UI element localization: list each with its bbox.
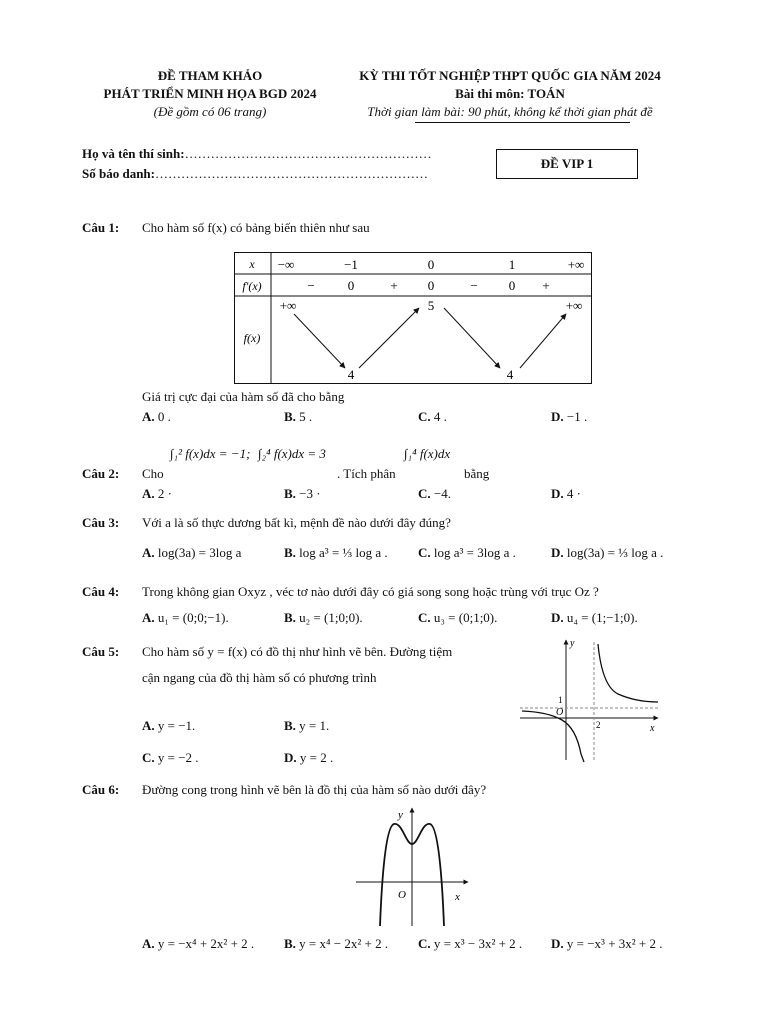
q5-graph — [518, 636, 664, 764]
header-left-1: ĐỀ THAM KHẢO — [157, 68, 263, 83]
q3-answer-a: A. log(3a) = 3log a — [142, 545, 242, 560]
bbt-arrow-3 — [444, 308, 500, 368]
q2-label: Câu 2: — [82, 466, 120, 481]
q4-answer-d: D. u₄ = (1;−1;0). — [551, 610, 638, 625]
student-id-dots: ……………………………………………………… — [154, 166, 428, 181]
q3-label: Câu 3: — [82, 515, 120, 530]
student-name-dots: ………………………………………………… — [184, 146, 432, 161]
q6-text: Đường cong trong hình vẽ bên là đồ thị của hàm số nào dưới đây? — [142, 782, 487, 797]
q1-answer-b: B. 5 . — [284, 409, 313, 424]
bbt-f-label: f(x) — [243, 331, 261, 345]
bbt-fp-0: − — [307, 278, 315, 293]
q5-label: Câu 5: — [82, 644, 120, 659]
student-name-row — [82, 146, 432, 162]
variation-table — [234, 252, 592, 384]
bbt-x-4: +∞ — [567, 257, 585, 272]
bbt-x-1: −1 — [344, 257, 358, 272]
bbt-fp-4: − — [470, 278, 478, 293]
q6-answer-b: B. y = x⁴ − 2x² + 2 . — [284, 936, 389, 951]
bbt-x-2: 0 — [427, 257, 435, 272]
q5-answer-c: C. y = −2 . — [142, 750, 199, 765]
q3-answer-c: C. log a³ = 3log a . — [418, 545, 516, 560]
q5-text-2: cận ngang của đồ thị hàm số có phương trình — [142, 670, 377, 685]
q5-tick-1: 1 — [558, 695, 563, 705]
bbt-fp-1: 0 — [347, 278, 355, 293]
q6-answer-d: D. y = −x³ + 3x² + 2 . — [551, 936, 663, 951]
q1-label: Câu 1: — [82, 220, 120, 235]
q3-answer-b: B. log a³ = ⅓ log a . — [284, 545, 388, 560]
bbt-fp-5: 0 — [508, 278, 516, 293]
q3-text: Với a là số thực dương bất kì, mệnh đề nào dưới đây đúng? — [142, 515, 451, 530]
q2-cho: Cho — [142, 466, 164, 481]
header-right-1: KỲ THI TỐT NGHIỆP THPT QUỐC GIA NĂM 2024 — [359, 68, 661, 83]
bbt-arrow-2 — [359, 308, 419, 368]
q5-answer-d: D. y = 2 . — [284, 750, 334, 765]
bbt-f-3: 4 — [506, 367, 514, 382]
q1-answer-d: D. −1 . — [551, 409, 588, 424]
q6-answer-a: A. y = −x⁴ + 2x² + 2 . — [142, 936, 255, 951]
q1-text: Cho hàm số f(x) có bảng biến thiên như sau — [142, 220, 370, 235]
q2-answer-c: C. −4. — [418, 486, 451, 501]
q2-tich-phan: . Tích phân — [337, 466, 396, 481]
q5-x-label: x — [650, 723, 655, 734]
header-right-3: Thời gian làm bài: 90 phút, không kể thời gian phát đề — [367, 104, 653, 119]
q6-origin-label: O — [398, 889, 406, 901]
exam-code-box: ĐỀ VIP 1 — [496, 149, 638, 179]
q2-integral-1: ∫₁² f(x)dx = −1; — [170, 446, 251, 461]
student-id-row — [82, 166, 428, 182]
bbt-f-2: 5 — [427, 298, 435, 313]
bbt-fp-3: 0 — [427, 278, 435, 293]
q5-y-label: y — [570, 638, 575, 649]
q6-y-label: y — [398, 809, 403, 821]
q4-answer-c: C. u₃ = (0;1;0). — [418, 610, 498, 625]
bbt-x-3: 1 — [508, 257, 516, 272]
q4-label: Câu 4: — [82, 584, 120, 599]
q4-answer-a: A. u₁ = (0;0;−1). — [142, 610, 229, 625]
q5-curve-left — [522, 711, 584, 762]
header-right-2: Bài thi môn: TOÁN — [455, 86, 565, 101]
q6-answer-c: C. y = x³ − 3x² + 2 . — [418, 936, 523, 951]
q5-curve-right — [598, 644, 658, 702]
q2-integral-2: ∫₂⁴ f(x)dx = 3 — [258, 446, 326, 461]
q2-bang: bằng — [464, 466, 490, 481]
q5-origin-label: O — [556, 707, 564, 718]
q2-answer-a: A. 2 · — [142, 486, 172, 501]
bbt-f-4: +∞ — [565, 298, 583, 313]
student-id-label: Số báo danh: — [82, 166, 155, 181]
header-left-2: PHÁT TRIỂN MINH HỌA BGD 2024 — [103, 86, 317, 101]
q6-graph — [352, 804, 472, 930]
bbt-f-0: +∞ — [279, 298, 297, 313]
q6-label: Câu 6: — [82, 782, 120, 797]
q1-answer-a: A. 0 . — [142, 409, 171, 424]
bbt-f-1: 4 — [347, 367, 355, 382]
q1-prompt: Giá trị cực đại của hàm số đã cho bằng — [142, 389, 345, 404]
q6-x-label: x — [455, 891, 460, 903]
bbt-arrow-4 — [520, 314, 566, 368]
bbt-arrow-1 — [294, 314, 345, 368]
header-underline — [415, 122, 630, 123]
header-left-3: (Đề gồm có 06 trang) — [153, 104, 267, 119]
q5-text-1: Cho hàm số y = f(x) có đồ thị như hình vẽ bên. Đường tiệm — [142, 644, 453, 659]
bbt-x-0: −∞ — [277, 257, 295, 272]
q2-answer-d: D. 4 · — [551, 486, 581, 501]
student-name-label: Họ và tên thí sinh: — [82, 146, 185, 161]
q5-tick-2: 2 — [596, 720, 601, 730]
q4-text: Trong không gian Oxyz , véc tơ nào dưới đây có giá song song hoặc trùng với trục Oz ? — [142, 584, 599, 599]
q3-answer-d: D. log(3a) = ⅓ log a . — [551, 545, 664, 560]
q2-integral-3: ∫₁⁴ f(x)dx — [404, 446, 451, 461]
q5-answer-b: B. y = 1. — [284, 718, 330, 733]
bbt-fp-6: + — [542, 278, 550, 293]
q4-answer-b: B. u₂ = (1;0;0). — [284, 610, 363, 625]
bbt-fp-2: + — [390, 278, 398, 293]
q5-answer-a: A. y = −1. — [142, 718, 196, 733]
q1-answer-c: C. 4 . — [418, 409, 447, 424]
bbt-x-label: x — [249, 257, 255, 271]
q2-answer-b: B. −3 · — [284, 486, 321, 501]
bbt-fp-label: f′(x) — [242, 279, 262, 293]
